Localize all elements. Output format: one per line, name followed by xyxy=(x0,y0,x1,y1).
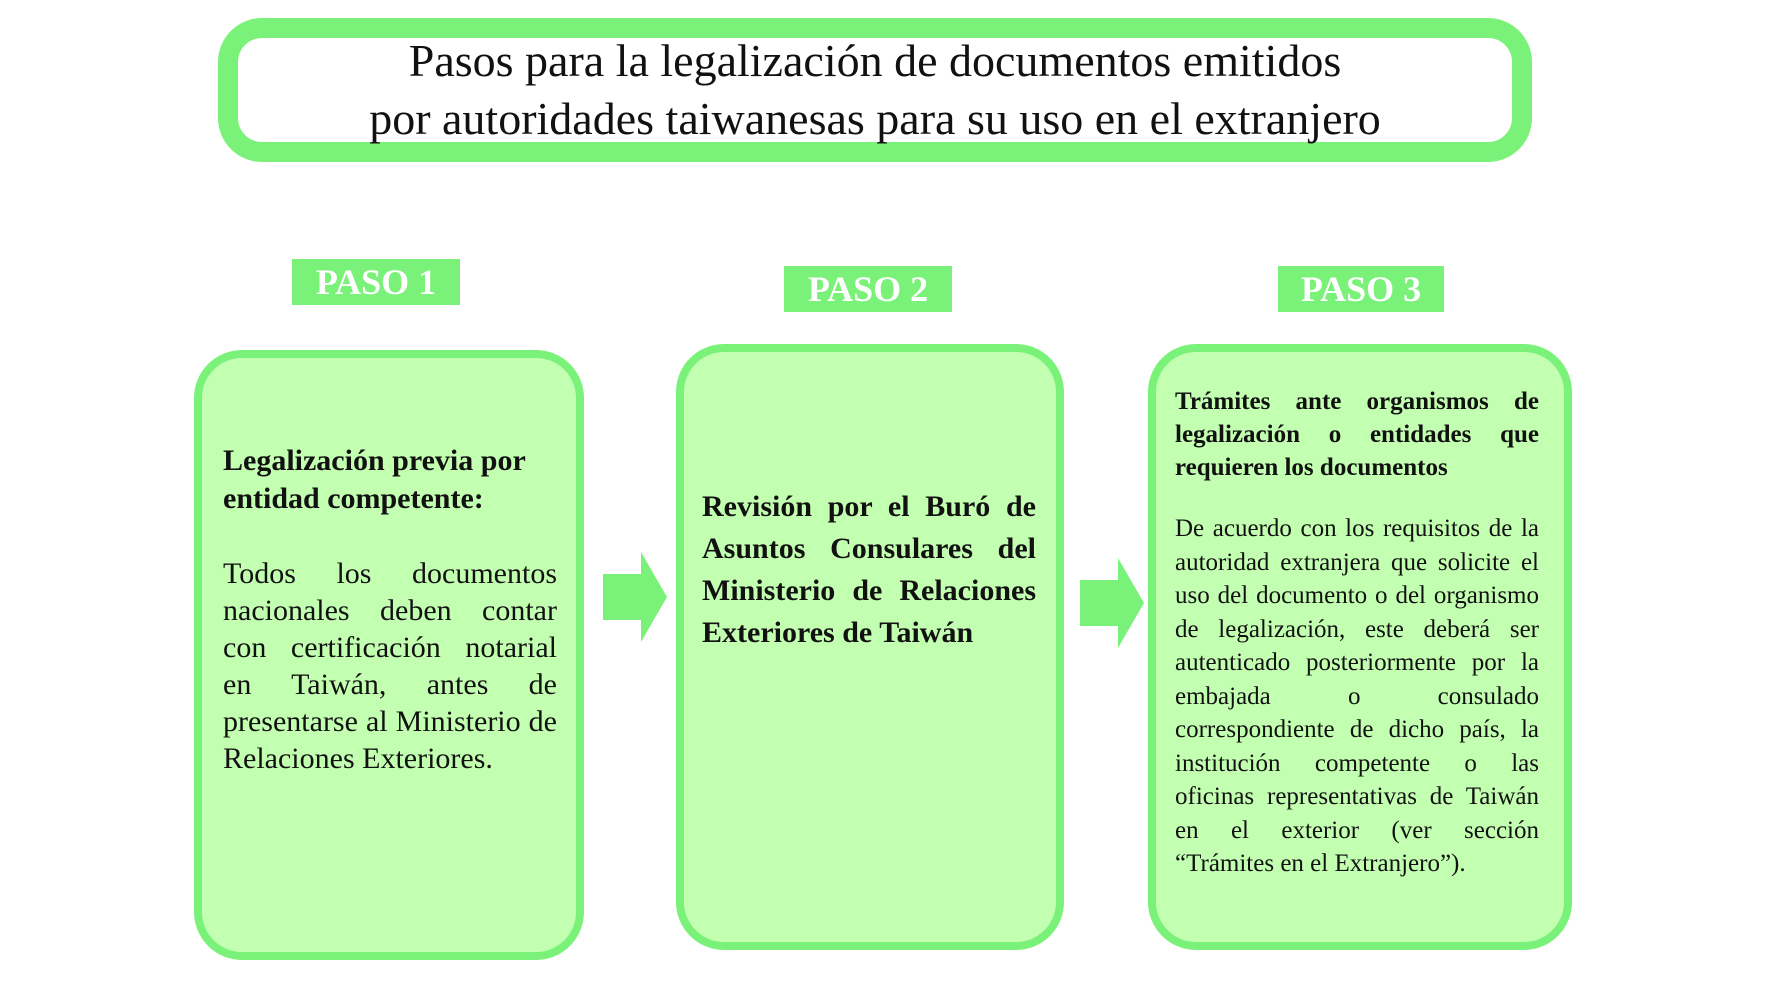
step-2-heading: Revisión por el Buró de Asuntos Consulares del Ministerio de Relaciones Exteriores de Taiwán xyxy=(702,490,1036,649)
step-3-heading: Trámites ante organismos de legalización o entidades que requieren los documentos xyxy=(1175,388,1539,481)
right-arrow-icon xyxy=(603,552,667,642)
step-3-content xyxy=(1175,385,1539,881)
step-2-content xyxy=(702,486,1036,654)
step-1-label: PASO 1 xyxy=(292,259,460,305)
title-line-1: Pasos para la legalización de documentos emitidos xyxy=(408,35,1342,86)
step-1-content xyxy=(223,442,557,777)
title-line-2: por autoridades taiwanesas para su uso en el extranjero xyxy=(369,93,1381,144)
step-1-body: Todos los documentos nacionales deben contar con certificación notarial en Taiwán, antes de presentarse al Ministerio de Relaciones Exteriores. xyxy=(223,557,557,775)
step-1-heading: Legalización previa por entidad competente: xyxy=(223,444,526,515)
title-box xyxy=(218,18,1532,162)
step-3-body: De acuerdo con los requisitos de la autoridad extranjera que solicite el uso del documento o del organismo de legalización, este deberá ser autenticado posteriormente por la embajada o consulado correspondiente de dicho país, la institución competente o las oficinas representativas de Taiwán en el exterior (ver sección “Trámites en el Extranjero”). xyxy=(1175,515,1539,877)
step-3-label: PASO 3 xyxy=(1278,266,1444,312)
step-2-label: PASO 2 xyxy=(784,266,952,312)
right-arrow-icon xyxy=(1080,558,1144,648)
